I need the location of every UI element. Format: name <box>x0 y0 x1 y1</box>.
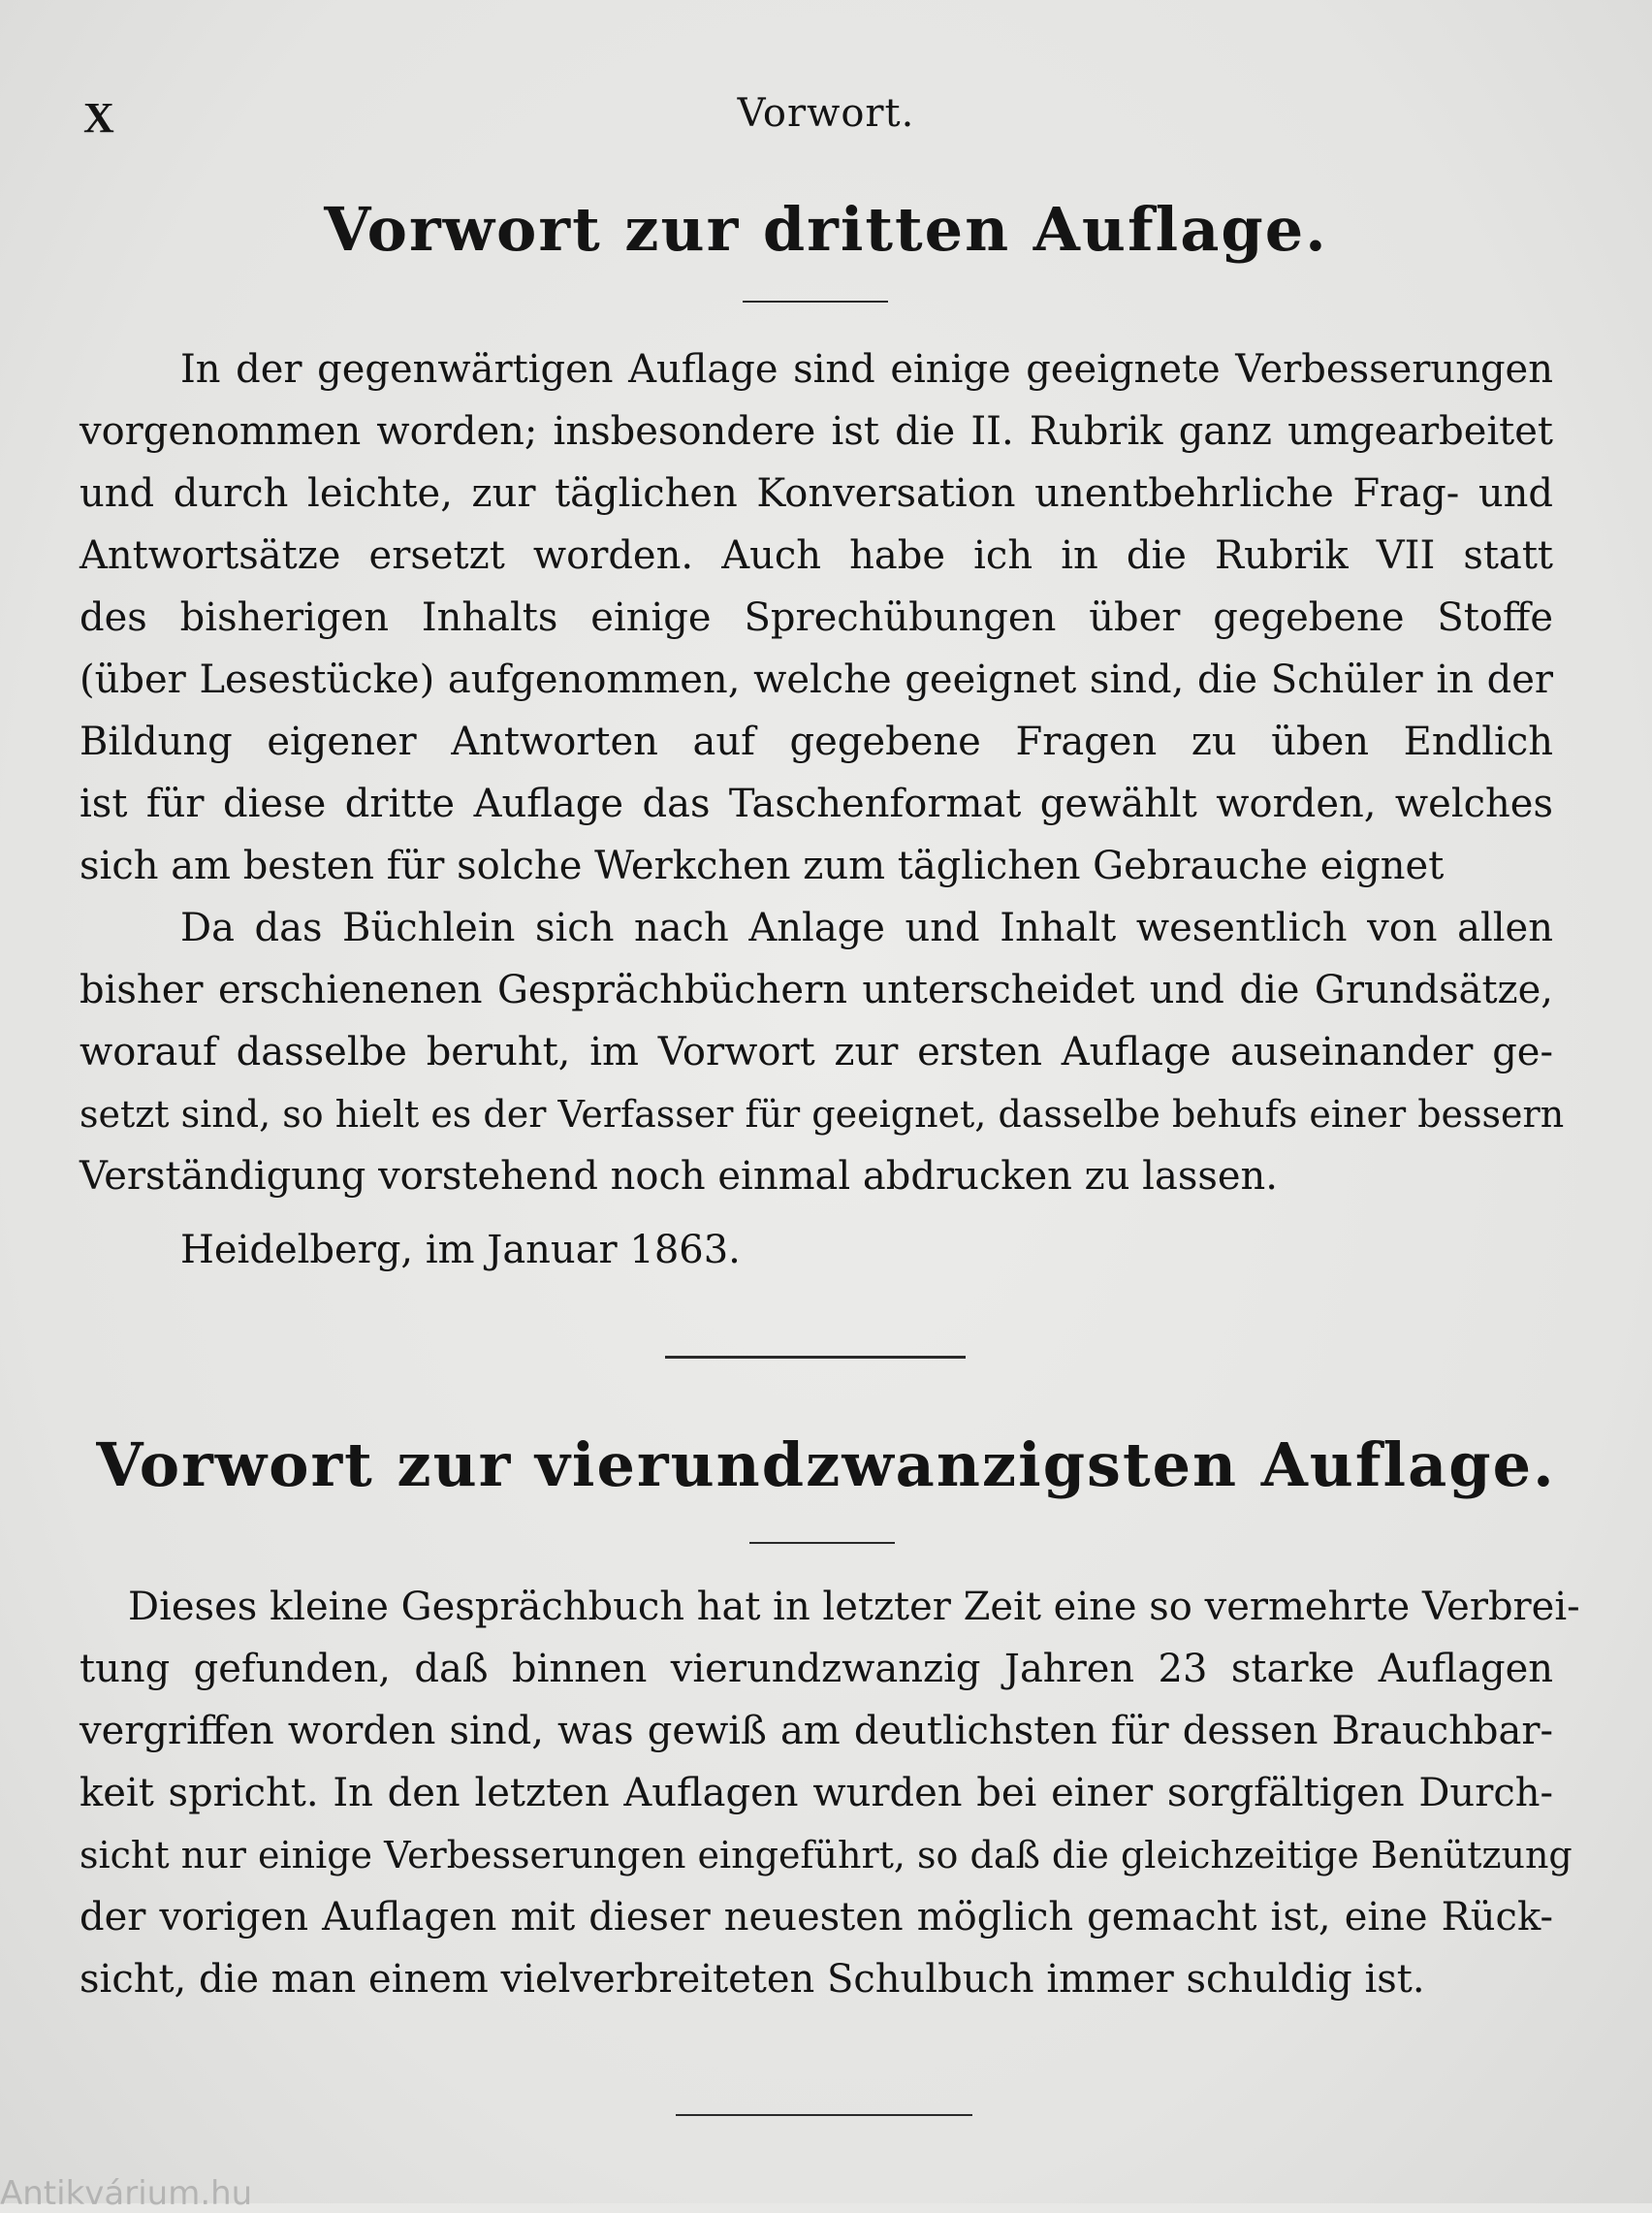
paragraph-line: tung gefunden, daß binnen vierundzwanzig Jahren 23 starke Auflagen <box>79 1647 1553 1691</box>
paragraph-line: Verständigung vorstehend noch einmal abdrucken zu lassen. <box>79 1154 1279 1199</box>
title-underline <box>749 1542 895 1544</box>
signature-line: Heidelberg, im Januar 1863. <box>180 1228 741 1272</box>
title-underline <box>743 301 888 303</box>
paragraph-line: sicht, die man einem vielverbreiteten Schulbuch immer schuldig ist. <box>79 1957 1425 2002</box>
paragraph-line: worauf dasselbe beruht, im Vorwort zur ersten Auflage auseinander ge- <box>79 1030 1553 1074</box>
section-title-third-edition: Vorwort zur dritten Auflage. <box>324 194 1328 265</box>
paragraph-line: sicht nur einige Verbesserungen eingeführt, so daß die gleichzeitige Benützung <box>79 1834 1573 1876</box>
watermark-text: Antikvárium.hu <box>0 2174 253 2213</box>
paragraph-line: des bisherigen Inhalts einige Sprechübungen über gegebene Stoffe <box>79 595 1553 640</box>
paragraph-line: bisher erschienenen Gesprächbüchern unterscheidet und die Grundsätze, <box>79 968 1553 1012</box>
paragraph-line: vergriffen worden sind, was gewiß am deutlichsten für dessen Brauchbar- <box>79 1709 1553 1753</box>
paragraph-line: ist für diese dritte Auflage das Taschenformat gewählt worden, welches <box>79 782 1553 826</box>
paragraph-line: vorgenommen worden; insbesondere ist die II. Rubrik ganz umgearbeitet <box>79 409 1553 454</box>
paragraph-line: Da das Büchlein sich nach Anlage und Inhalt wesentlich von allen <box>180 906 1553 950</box>
paragraph-line: Dieses kleine Gesprächbuch hat in letzter Zeit eine so vermehrte Verbrei- <box>128 1585 1580 1629</box>
paragraph-line: Bildung eigener Antworten auf gegebene Fragen zu üben Endlich <box>79 720 1553 764</box>
section-title-24th-edition: Vorwort zur vierundzwanzigsten Auflage. <box>96 1429 1556 1500</box>
paragraph-line: In der gegenwärtigen Auflage sind einige geeignete Verbesserungen <box>180 347 1553 392</box>
paragraph-line: sich am besten für solche Werkchen zum täglichen Gebrauche eignet <box>79 844 1445 888</box>
running-title: Vorwort. <box>737 91 915 136</box>
paragraph-line: und durch leichte, zur täglichen Konversation unentbehrliche Frag- und <box>79 471 1553 516</box>
paragraph-line: setzt sind, so hielt es der Verfasser für geeignet, dasselbe behufs einer bessern <box>79 1093 1565 1136</box>
paragraph-line: (über Lesestücke) aufgenommen, welche geeignet sind, die Schüler in der <box>79 657 1553 702</box>
section-divider <box>665 1356 966 1359</box>
paragraph-line: keit spricht. In den letzten Auflagen wurden bei einer sorgfältigen Durch- <box>79 1771 1553 1815</box>
closing-rule <box>676 2114 972 2116</box>
paragraph-line: Antwortsätze ersetzt worden. Auch habe ich in die Rubrik VII statt <box>79 533 1553 578</box>
page-number: X <box>83 94 114 142</box>
paragraph-line: der vorigen Auflagen mit dieser neuesten möglich gemacht ist, eine Rück- <box>79 1895 1553 1940</box>
